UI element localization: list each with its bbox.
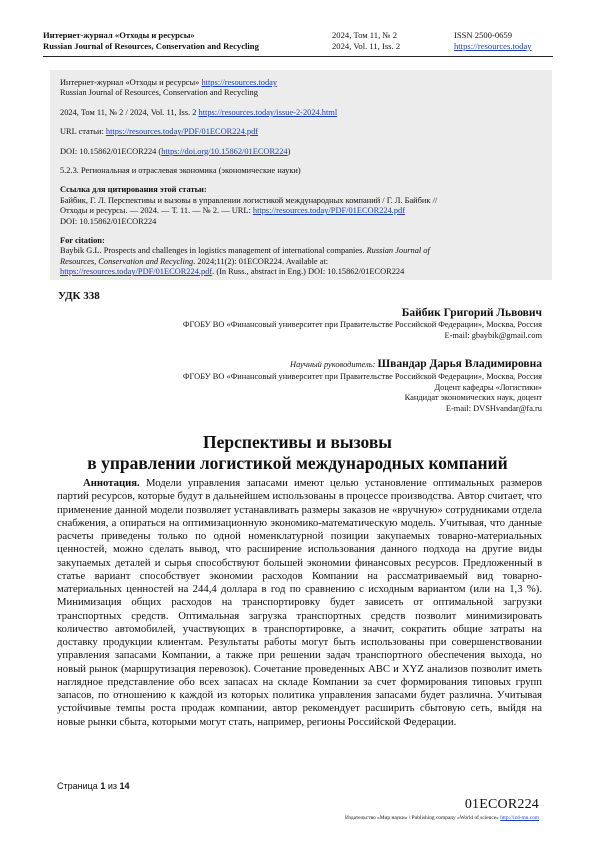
cite-en-line3: . (In Russ., abstract in Eng.) DOI: 10.15862/01ECOR224: [212, 267, 405, 277]
publisher-name: Издательство «Мир науки» \ Publishing company «World of science»: [344, 815, 499, 821]
info-article-url-link[interactable]: https://resources.today/PDF/01ECOR224.pdf: [105, 127, 259, 137]
supervisor-email: E-mail: DVSHvandar@fa.ru: [445, 403, 542, 413]
cite-ru-link[interactable]: https://resources.today/PDF/01ECOR224.pdf: [252, 206, 406, 216]
cite-en-link[interactable]: https://resources.today/PDF/01ECOR224.pdf: [60, 267, 213, 277]
header-issn: ISSN 2500-0659: [454, 30, 513, 40]
running-header: [0, 0, 595, 56]
header-issue-ru: 2024, Том 11, № 2: [332, 30, 398, 40]
author-block: [40, 306, 542, 341]
info-specialty: 5.2.3. Региональная и отраслевая экономика (экономические науки): [60, 166, 301, 176]
header-journal-ru: Интернет-журнал «Отходы и ресурсы»: [43, 30, 195, 40]
title-line-1: Перспективы и вызовы: [203, 432, 392, 452]
info-journal-link[interactable]: https://resources.today: [201, 78, 278, 87]
supervisor-role: Научный руководитель:: [290, 360, 376, 369]
cite-en-journal-part1: Russian Journal of: [366, 246, 430, 256]
abstract: [57, 477, 542, 729]
page-of-word: из: [107, 781, 117, 791]
cite-ru-doi: DOI: 10.15862/01ECOR224: [60, 216, 157, 226]
cite-en-line2: . 2024;11(2): 01ECOR224. Available at:: [193, 256, 329, 266]
header-issue-en: 2024, Vol. 11, Iss. 2: [332, 41, 401, 51]
info-doi-prefix: DOI: 10.15862/01ECOR224 (: [60, 146, 162, 156]
supervisor-degree: Кандидат экономических наук, доцент: [404, 393, 542, 403]
info-url-label: URL статьи:: [60, 127, 104, 137]
cite-en-journal-part2: Resources, Conservation and Recycling: [60, 256, 194, 266]
title-line-2: в управлении логистикой международных компаний: [87, 453, 508, 473]
page-number: 1: [100, 781, 106, 791]
supervisor-position: Доцент кафедры «Логистики»: [434, 382, 542, 392]
info-doi-suffix: ): [287, 146, 291, 156]
supervisor-affiliation: ФГОБУ ВО «Финансовый университет при Правительстве Российской Федерации», Москва, Россия: [182, 372, 542, 381]
author-affiliation: ФГОБУ ВО «Финансовый университет при Правительстве Российской Федерации», Москва, Россия: [182, 320, 542, 329]
cite-ru-heading: Ссылка для цитирования этой статьи:: [60, 185, 207, 195]
header-site-link[interactable]: https://resources.today: [454, 41, 532, 51]
page-total: 14: [119, 781, 130, 791]
article-title: [40, 432, 555, 474]
publisher-link[interactable]: http://izd-mn.com: [500, 815, 539, 821]
cite-ru-line2: Отходы и ресурсы. — 2024. — Т. 11. — № 2. — URL:: [60, 206, 251, 216]
header-divider: [43, 56, 553, 57]
info-doi-link[interactable]: https://doi.org/10.15862/01ECOR224: [161, 146, 288, 156]
page-word: Страница: [57, 781, 98, 791]
udk-code: УДК 338: [58, 290, 100, 302]
article-info-box: [50, 70, 552, 280]
info-journal-en: Russian Journal of Resources, Conservation and Recycling: [60, 88, 258, 98]
page-counter: [57, 781, 130, 791]
article-code: 01ECOR224: [464, 797, 539, 812]
info-issue-link[interactable]: https://resources.today/issue-2-2024.html: [198, 107, 338, 117]
cite-en-heading: For citation:: [60, 236, 105, 246]
info-journal-ru: Интернет-журнал «Отходы и ресурсы»: [60, 78, 200, 87]
cite-en-line1: Baybik G.L. Prospects and challenges in logistics management of international companies.: [60, 246, 365, 256]
info-issue: 2024, Том 11, № 2 / 2024, Vol. 11, Iss. 2: [60, 107, 197, 117]
author-name: Байбик Григорий Львович: [401, 307, 542, 319]
author-email: E-mail: gbaybik@gmail.com: [444, 330, 542, 340]
publisher-line: [345, 815, 539, 821]
supervisor-name: Швандар Дарья Владимировна: [377, 358, 542, 370]
supervisor-block: [40, 357, 542, 414]
abstract-text: Модели управления запасами имеют целью установление оптимальных размеров партий ресурсов, которые будут в дальнейшем использованы в процессе производства. Автор считает, что применение данной модели позволяет устанавливать размеры заказов не «вручную» сотрудниками отдела снабжения, а опираться на оптимизационную экономико-математическую модель. Учитывая, что данные расчеты приведены только по одной номенклатурной позиции закупаемых товарно-материальных ценностей, можно сделать вывод, что расширение использования данного подхода на другие виды закупаемых деталей и сырья способствуют большей экономии финансовых ресурсов. Предложенный в статье вариант способствует экономии расходов Компании на рассматриваемый вид товарно-материальных ценностей на 244,4 доллара в год по сравнению с исходным вариантом (или на 1,3 %). Минимизация общих расходов на транспортировку будет зависеть от оптимальной загрузки транспортных средств. Оптимальная загрузка транспортных средств позволит минимизировать количество автомобилей, участвующих в транспортировке, а значит, сократить общие затраты на доставку продукции клиентам. Результаты работы могут быть использованы при совершенствовании управления запасами Компании, а также при решении задач транспортного обеспечения выхода, но новый рынок (маршрутизация перевозок). Сочетание проведенных ABC и XYZ анализов позволит иметь наглядное представление обо всех запасах на складе Компании за счет формирования типовых групп запасов, по отношению к каждой из которых политика управления запасами будет различна. Учитывая устойчивые темпы роста продаж компании, автор рекомендует расширить сбытовую сеть, выйдя на новые рынки сбыта, которыми могут стать, например, регионы Российской Федерации.: [57, 477, 543, 728]
header-journal-en: Russian Journal of Resources, Conservation and Recycling: [43, 41, 259, 51]
abstract-lead: Аннотация.: [83, 477, 140, 489]
cite-ru-line1: Байбик, Г. Л. Перспективы и вызовы в управлении логистикой международных компаний / Г. Л. Байбик //: [60, 195, 438, 205]
